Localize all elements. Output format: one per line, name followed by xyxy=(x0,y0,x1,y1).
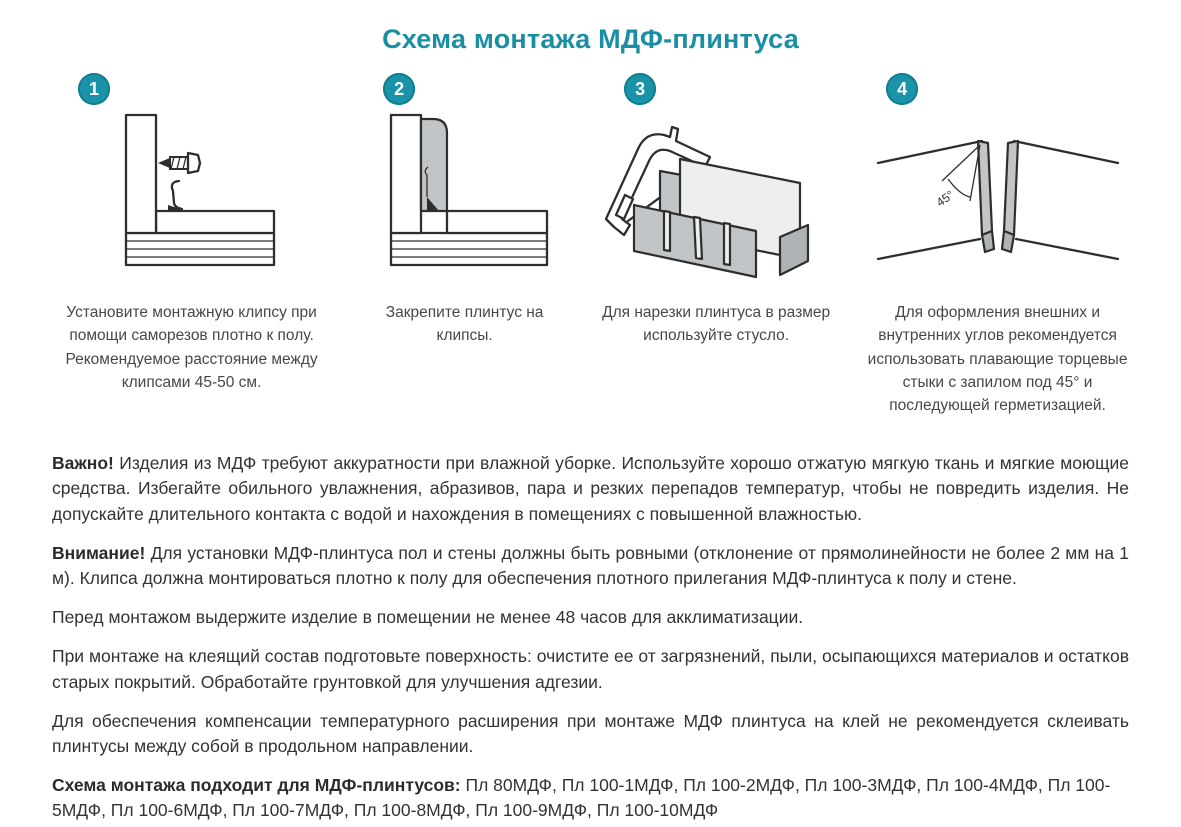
step-3-number: 3 xyxy=(635,78,646,99)
notes-section xyxy=(52,451,1129,823)
step-3-illustration xyxy=(598,109,834,281)
note-important xyxy=(52,451,1129,527)
note-attention-text: Для установки МДФ-плинтуса пол и стены должны быть ровными (отклонение от прямолинейности не более 2 мм на 1 м). Клипса должна монтироваться плотно к полу для обеспечения плотного прилегания МДФ-плинтуса к полу и стене. xyxy=(52,542,1130,588)
steps-row xyxy=(52,73,1135,417)
step-4-illustration xyxy=(860,109,1135,281)
step-4-number-badge xyxy=(886,73,918,105)
note-compatible-models-lead: Схема монтажа подходит для МДФ-плинтусов: xyxy=(52,775,461,796)
corner-joint-45-deg-icon xyxy=(870,109,1126,277)
step-2-caption: Закрепите плинтус на клипсы. xyxy=(385,304,544,345)
note-expansion xyxy=(52,709,1129,759)
note-compatible-models xyxy=(52,773,1129,823)
step-3-caption: Для нарезки плинтуса в размер используйте стусло. xyxy=(602,304,831,345)
note-compatible-models-text: Пл 80МДФ, Пл 100-1МДФ, Пл 100-2МДФ, Пл 100-3МДФ, Пл 100-4МДФ, Пл 100-5МДФ, Пл 100-6МДФ, Пл 100-7МДФ, Пл 100-8МДФ, Пл 100-9МДФ, Пл 100-10МДФ xyxy=(52,775,1111,821)
step-2-illustration xyxy=(357,109,572,281)
note-acclimatization xyxy=(52,605,1129,630)
step-4 xyxy=(860,73,1135,417)
note-attention xyxy=(52,541,1129,591)
note-acclimatization-text: Перед монтажом выдержите изделие в помещении не менее 48 часов для акклиматизации. xyxy=(52,607,804,628)
step-2-number-badge xyxy=(383,73,415,105)
step-4-number: 4 xyxy=(897,78,908,99)
step-2 xyxy=(357,73,572,417)
note-glue-surface-text: При монтаже на клеящий состав подготовьте поверхность: очистите ее от загрязнений, пыли, осыпающихся материалов и остатков старых покрытий. Обработайте грунтовкой для улучшения адгезии. xyxy=(52,646,1129,692)
step-1-illustration xyxy=(52,109,331,281)
clip-screw-diagram-icon xyxy=(84,109,299,277)
step-3 xyxy=(598,73,834,417)
step-2-number: 2 xyxy=(394,78,405,99)
angle-45-label: 45° xyxy=(933,187,957,210)
note-glue-surface xyxy=(52,644,1129,694)
page-title: Схема монтажа МДФ-плинтуса xyxy=(382,24,799,54)
step-1-number: 1 xyxy=(88,78,99,99)
step-3-number-badge xyxy=(624,73,656,105)
note-expansion-text: Для обеспечения компенсации температурного расширения при монтаже МДФ плинтуса на клей не рекомендуется склеивать плинтусы между собой в продольном направлении. xyxy=(52,710,1129,756)
plinth-on-clip-diagram-icon xyxy=(357,109,572,277)
step-1-number-badge xyxy=(78,73,110,105)
step-4-caption: Для оформления внешних и внутренних углов рекомендуется использовать плавающие торцевые стыки с запилом под 45° и последующей герметизацией. xyxy=(867,304,1128,414)
note-important-text: Изделия из МДФ требуют аккуратности при влажной уборке. Используйте хорошо отжатую мягкую ткань и мягкие моющие средства. Избегайте обильного увлажнения, абразивов, пара и резких перепадов температур, чтобы не повредить изделия. Не допускайте длительного контакта с водой и нахождения в помещениях с повышенной влажностью. xyxy=(52,453,1129,524)
step-1 xyxy=(52,73,331,417)
hacksaw-miter-box-icon xyxy=(598,109,834,287)
step-1-caption: Установите монтажную клипсу при помощи саморезов плотно к полу. Рекомендуемое расстояние между клипсами 45-50 см. xyxy=(65,304,318,391)
note-attention-lead: Внимание! xyxy=(52,542,146,563)
note-important-lead: Важно! xyxy=(52,453,114,474)
